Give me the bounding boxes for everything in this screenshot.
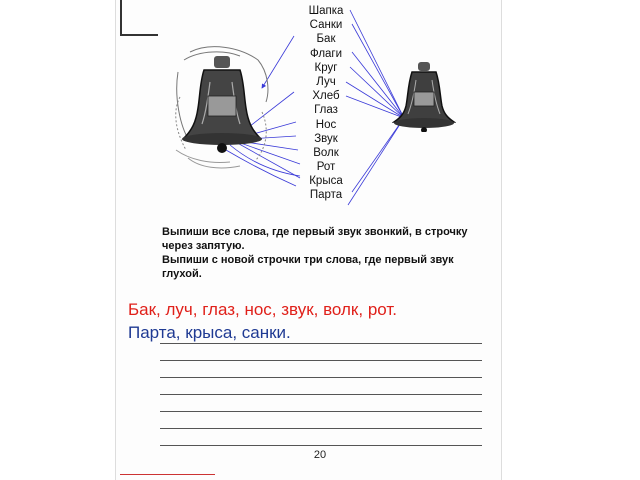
word-item: Волк bbox=[313, 146, 339, 159]
writing-line bbox=[160, 361, 482, 378]
word-item: Крыса bbox=[309, 175, 343, 188]
word-item: Круг bbox=[314, 61, 338, 74]
task-text bbox=[162, 225, 482, 281]
word-item: Бак bbox=[316, 33, 336, 46]
task-instruction-voiced: Выпиши все слова, где первый звук звонкий, в строчку через запятую. bbox=[162, 226, 468, 252]
writing-line bbox=[160, 378, 482, 395]
word-item: Луч bbox=[316, 75, 336, 88]
word-item: Флаги bbox=[309, 47, 343, 60]
answer-voiceless-words: Парта, крыса, санки. bbox=[128, 323, 291, 342]
task-instruction-voiceless: Выпиши с новой строчки три слова, где первый звук глухой. bbox=[162, 254, 454, 280]
writing-lines bbox=[160, 327, 482, 446]
page-number: 20 bbox=[313, 449, 327, 461]
writing-line bbox=[160, 395, 482, 412]
writing-line bbox=[160, 344, 482, 361]
word-item: Нос bbox=[315, 118, 337, 131]
word-item: Санки bbox=[309, 19, 343, 32]
writing-line bbox=[160, 429, 482, 446]
silent-bell-icon bbox=[392, 60, 456, 132]
word-item: Парта bbox=[309, 189, 343, 202]
word-item: Звук bbox=[314, 132, 338, 145]
writing-line bbox=[160, 412, 482, 429]
word-list bbox=[296, 4, 356, 203]
bottom-rule bbox=[120, 474, 215, 475]
word-item: Хлеб bbox=[312, 90, 340, 103]
answer-voiced-words: Бак, луч, глаз, нос, звук, волк, рот. bbox=[128, 300, 397, 319]
scan-border bbox=[120, 0, 158, 36]
word-item: Шапка bbox=[308, 5, 344, 17]
word-item: Глаз bbox=[314, 104, 338, 117]
word-item: Рот bbox=[316, 161, 336, 174]
ringing-bell-icon bbox=[170, 42, 275, 182]
